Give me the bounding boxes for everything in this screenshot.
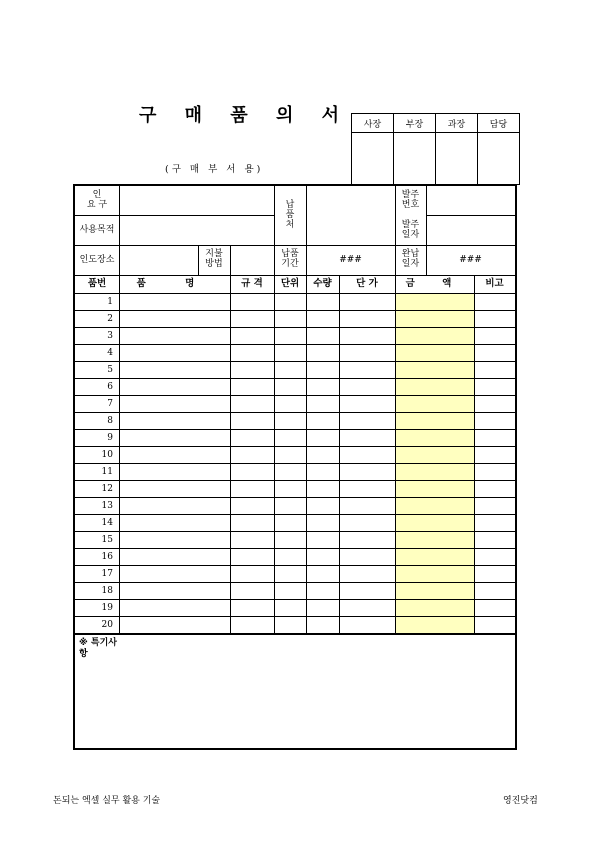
purpose-label: 사용목적 (79, 225, 115, 235)
footer-book-title: 돈되는 엑셀 실무 활용 기술 (53, 796, 161, 806)
completion-date-label: 완납 일자 (401, 249, 420, 269)
row-number: 20 (101, 620, 113, 630)
col-header-remarks: 비고 (485, 278, 504, 289)
row-number: 10 (101, 450, 113, 460)
row-number: 15 (101, 535, 113, 545)
row-number: 9 (107, 433, 113, 443)
payment-label: 지불 방법 (205, 249, 223, 269)
approval-sign-president[interactable] (352, 133, 394, 185)
approval-sign-manager[interactable] (436, 133, 478, 185)
row-number: 4 (107, 348, 113, 358)
approval-header-president: 사장 (352, 114, 394, 133)
delivery-place-field[interactable] (119, 245, 198, 275)
approval-sign-director[interactable] (394, 133, 436, 185)
approval-sign-staff[interactable] (478, 133, 520, 185)
col-header-amount: 금 액 (405, 278, 464, 289)
row-number: 14 (101, 518, 113, 528)
row-number: 6 (107, 382, 113, 392)
row-number: 19 (101, 603, 113, 613)
delivery-period-label: 납품 기간 (281, 249, 299, 269)
payment-field[interactable] (230, 245, 274, 275)
supplier-field[interactable] (306, 186, 395, 245)
order-date-field[interactable] (426, 215, 515, 245)
row-number: 18 (101, 586, 113, 596)
col-header-spec: 규 격 (241, 278, 263, 289)
row-number: 3 (107, 331, 113, 341)
supplier-label: 납 품 처 (285, 200, 295, 230)
row-number: 1 (107, 297, 113, 307)
requester-label: 인 요 구 (86, 190, 108, 210)
order-date-label: 발주 일자 (401, 220, 420, 240)
delivery-period-value[interactable]: ### (339, 255, 362, 265)
approval-header-staff: 담당 (478, 114, 520, 133)
row-number: 5 (107, 365, 113, 375)
special-notes-field[interactable] (119, 636, 514, 746)
special-notes-label: ※ 특기사 항 (79, 638, 117, 659)
purchase-form (73, 184, 517, 750)
col-header-unit-price: 단 가 (356, 278, 378, 289)
delivery-place-label: 인도장소 (79, 255, 115, 265)
col-header-qty: 수량 (313, 278, 332, 289)
order-no-label: 발주 번호 (401, 190, 420, 210)
row-number: 8 (107, 416, 113, 426)
col-header-item-name: 품 명 (136, 278, 213, 289)
order-no-field[interactable] (426, 186, 515, 215)
completion-date-value[interactable]: ### (459, 255, 482, 265)
row-number: 12 (101, 484, 113, 494)
requester-field[interactable] (119, 186, 274, 215)
row-number: 17 (101, 569, 113, 579)
col-header-unit: 단위 (280, 278, 300, 289)
row-number: 7 (107, 399, 113, 409)
approval-table (351, 113, 520, 185)
row-number: 2 (107, 314, 113, 324)
approval-header-manager: 과장 (436, 114, 478, 133)
row-number: 16 (101, 552, 113, 562)
row-number: 13 (101, 501, 113, 511)
approval-header-director: 부장 (394, 114, 436, 133)
requesting-dept-label: (구 매 부 서 용) (165, 164, 264, 175)
document-title: 구 매 품 의 서 (139, 105, 351, 126)
row-number: 11 (101, 467, 113, 477)
footer-publisher: 영진닷컴 (503, 796, 538, 806)
purpose-field[interactable] (119, 215, 274, 245)
col-header-item-no: 품번 (87, 278, 107, 289)
